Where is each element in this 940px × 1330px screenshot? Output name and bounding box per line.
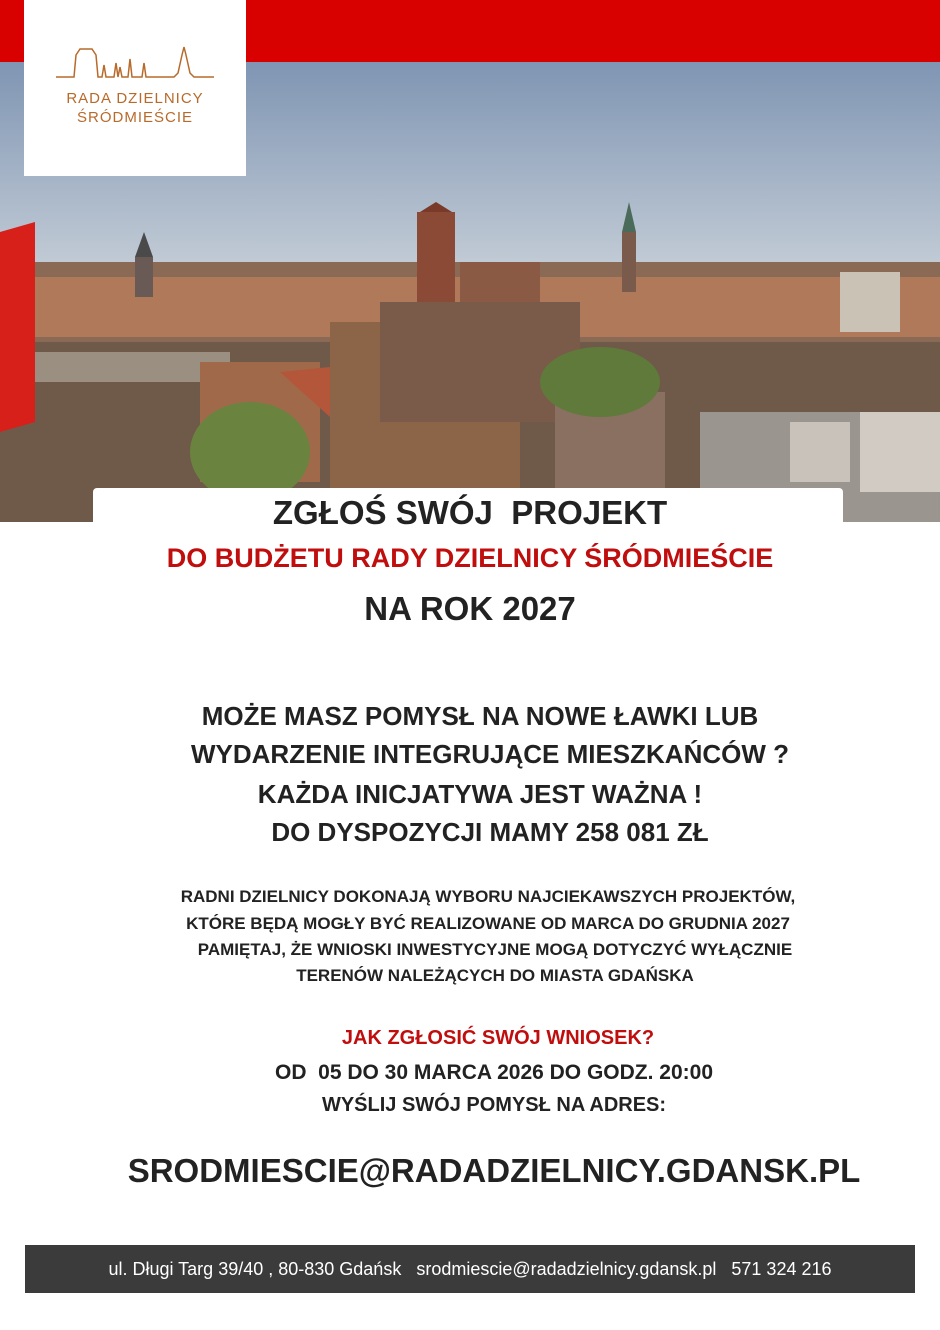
howto-dates: OD 05 DO 30 MARCA 2026 DO GODZ. 20:00 [274,1061,714,1084]
info-line: RADNI DZIELNICY DOKONAJĄ WYBORU NAJCIEKAWSZYCH PROJEKTÓW, [180,887,796,906]
pitch-line: DO DYSPOZYCJI MAMY 258 081 ZŁ [271,817,709,847]
howto-heading: JAK ZGŁOSIĆ SWÓJ WNIOSEK? [341,1027,655,1049]
info-line: TERENÓW NALEŻĄCYCH DO MIASTA GDAŃSKA [296,966,694,985]
pitch-line: MOŻE MASZ POMYSŁ NA NOWE ŁAWKI LUB [201,701,759,731]
skyline-logo-icon [54,45,216,85]
headline-title: ZGŁOŚ SWÓJ PROJEKT [272,494,668,531]
info-line: KTÓRE BĘDĄ MOGŁY BYĆ REALIZOWANE OD MARCA DO GRUDNIA 2027 [186,914,790,933]
logo-line2: ŚRÓDMIEŚCIE [76,109,193,126]
logo-line1: RADA DZIELNICY [66,90,204,107]
howto-send: WYŚLIJ SWÓJ POMYSŁ NA ADRES: [321,1094,667,1116]
pitch-line: KAŻDA INICJATYWA JEST WAŻNA ! [257,779,703,809]
footer-contact-bar: ul. Długi Targ 39/40 , 80-830 Gdańsk srodmiescie@radadzielnicy.gdansk.pl 571 324 216 [25,1245,915,1293]
submission-email-link[interactable]: SRODMIESCIE@RADADZIELNICY.GDANSK.PL [127,1152,861,1189]
rada-dzielnicy-logo [24,0,246,176]
headline-year: NA ROK 2027 [364,590,576,627]
info-line: PAMIĘTAJ, ŻE WNIOSKI INWESTYCYJNE MOGĄ DOTYCZYĆ WYŁĄCZNIE [197,940,793,959]
headline-subtitle: DO BUDŻETU RADY DZIELNICY ŚRÓDMIEŚCIE [166,543,774,573]
pitch-line: WYDARZENIE INTEGRUJĄCE MIESZKAŃCÓW ? [191,739,789,769]
